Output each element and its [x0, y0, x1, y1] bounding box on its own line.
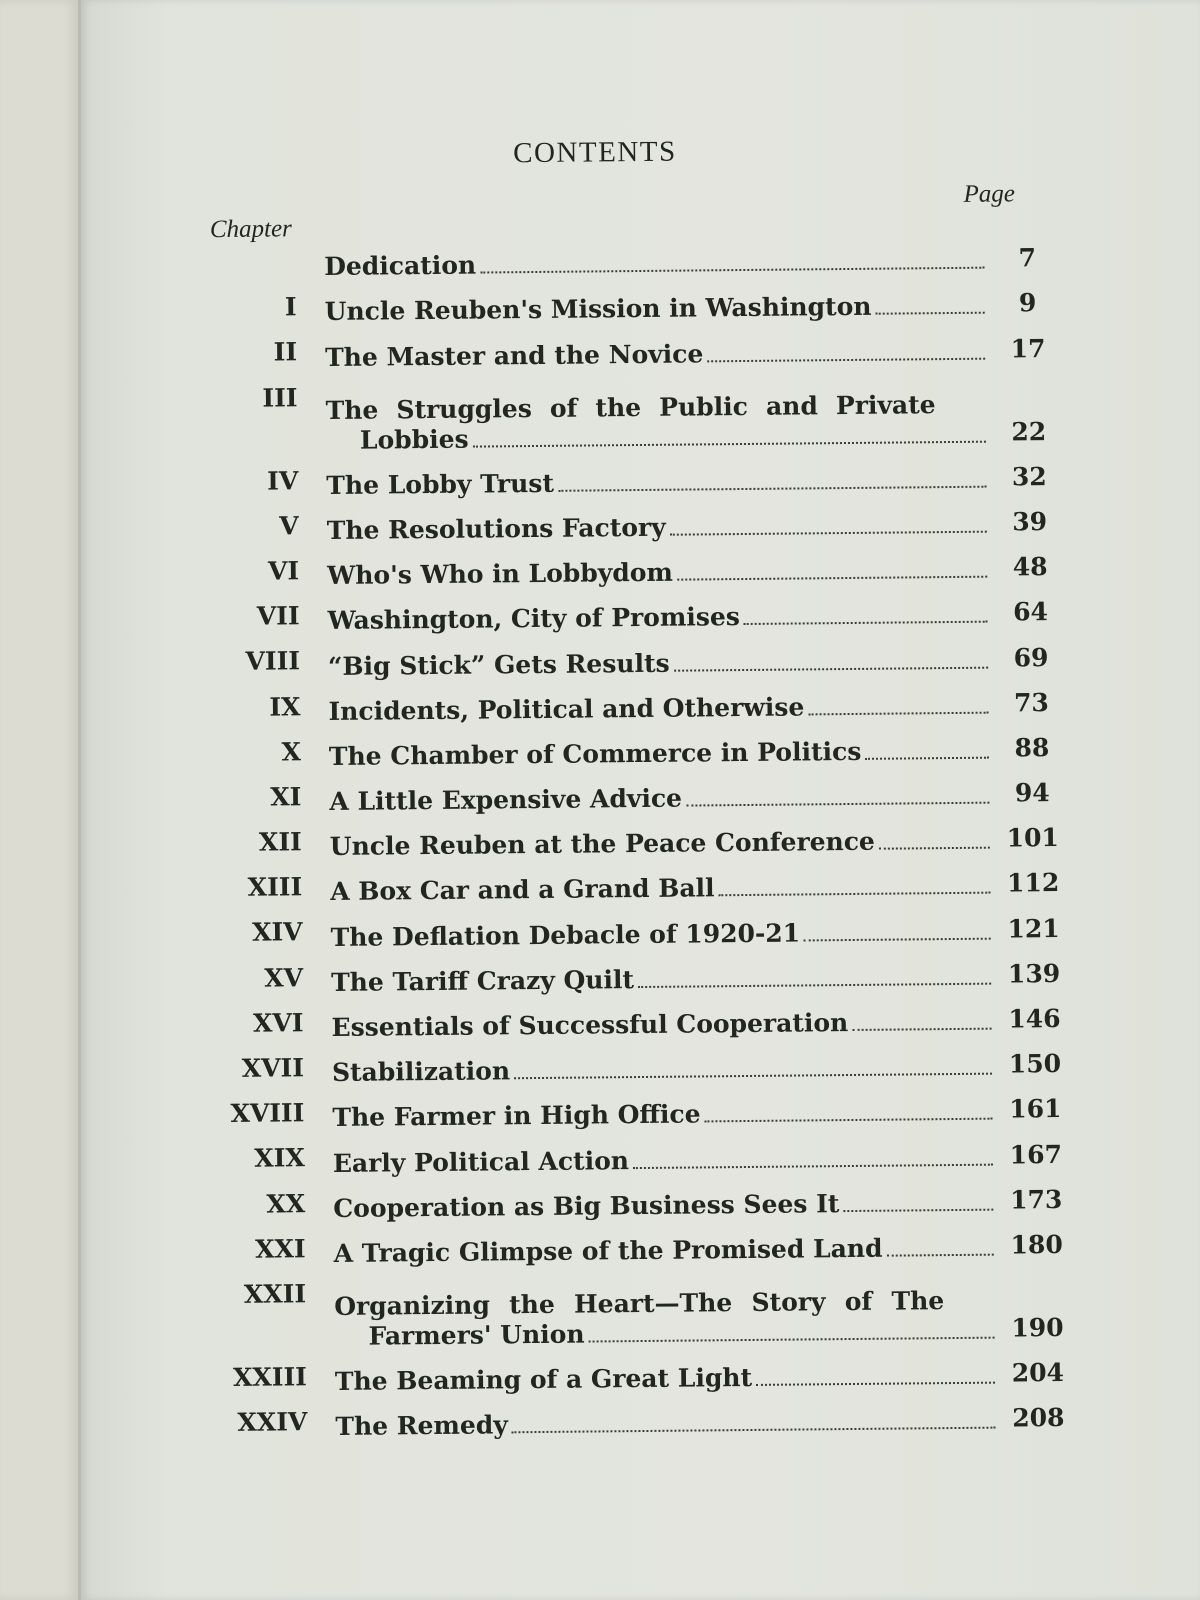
- page-number: 204: [1011, 1358, 1065, 1388]
- dot-leader: [865, 757, 989, 760]
- dot-leader: [558, 485, 986, 491]
- chapter-title-row: [327, 510, 993, 546]
- chapter-number: XII: [258, 827, 302, 857]
- dot-leader: [887, 1254, 994, 1257]
- toc-entry: [204, 232, 1064, 285]
- dot-leader: [480, 267, 984, 274]
- page-number: 173: [1010, 1184, 1063, 1215]
- chapter-title-row: [330, 826, 996, 862]
- chapter-title: Uncle Reuben at the Peace Conference: [329, 827, 876, 862]
- page-number: 39: [1012, 507, 1048, 537]
- dot-leader: [756, 1382, 995, 1386]
- chapter-title-row: [326, 464, 992, 500]
- dot-leader: [879, 847, 990, 850]
- dot-leader: [670, 531, 987, 536]
- chapter-title-line2: Farmers' Union: [368, 1319, 585, 1351]
- chapter-title: Cooperation as Big Business Sees It: [333, 1188, 840, 1223]
- dot-leader: [677, 576, 987, 581]
- toc-entry: [207, 541, 1067, 594]
- chapter-title-row: [334, 1233, 1000, 1269]
- toc-entry: [205, 367, 1066, 458]
- chapter-title-row: [327, 555, 993, 591]
- chapter-title: The Remedy: [335, 1410, 508, 1442]
- toc-entry: [215, 1392, 1075, 1445]
- table-of-contents: [204, 232, 1076, 1446]
- page-column-label: Page: [963, 180, 1016, 208]
- chapter-title-row: [330, 871, 996, 907]
- chapter-title-line1: Organizing the Heart—The Story of The: [334, 1286, 945, 1321]
- chapter-number: XVIII: [230, 1098, 305, 1129]
- toc-entry: [210, 902, 1070, 955]
- chapter-title-row: [331, 961, 997, 997]
- contents-block: [74, 0, 1200, 1600]
- toc-entry: [211, 948, 1071, 1001]
- chapter-title: Early Political Action: [332, 1145, 630, 1178]
- chapter-title: The Farmer in High Office: [332, 1099, 701, 1133]
- chapter-column-label: Chapter: [209, 215, 292, 244]
- chapter-title-row: [332, 1052, 998, 1088]
- chapter-title-line2-row: [326, 419, 992, 455]
- dot-leader: [512, 1427, 996, 1434]
- page-number: 180: [1010, 1229, 1063, 1260]
- toc-entry: [204, 277, 1064, 330]
- chapter-number: XXIV: [237, 1407, 308, 1438]
- page-title: CONTENTS: [513, 135, 677, 170]
- page-number: 48: [1012, 552, 1048, 582]
- page-number: 7: [1018, 243, 1037, 273]
- page-number: 112: [1006, 868, 1060, 898]
- toc-entry: [207, 586, 1067, 639]
- chapter-title-row: [331, 1007, 997, 1043]
- page-number: 69: [1013, 642, 1049, 672]
- entry-body: [335, 1406, 1001, 1444]
- page-number: 64: [1013, 597, 1049, 627]
- chapter-title-row: [325, 291, 991, 327]
- chapter-number: XXII: [243, 1279, 307, 1309]
- chapter-title: A Tragic Glimpse of the Promised Land: [333, 1233, 883, 1268]
- toc-entry: [210, 857, 1070, 910]
- chapter-number: V: [279, 511, 299, 541]
- chapter-title: A Little Expensive Advice: [329, 783, 683, 817]
- chapter-title-line1: The Struggles of the Public and Private: [325, 389, 936, 425]
- chapter-title-row: [335, 1361, 1001, 1397]
- chapter-title: The Chamber of Commerce in Politics: [328, 736, 862, 771]
- dot-leader: [744, 621, 988, 625]
- page-number: 139: [1007, 958, 1061, 989]
- chapter-number: XVI: [252, 1008, 304, 1038]
- chapter-number: X: [281, 736, 302, 767]
- dot-leader: [707, 357, 985, 362]
- page-number: 190: [1011, 1312, 1064, 1343]
- dot-leader: [843, 1208, 993, 1211]
- dot-leader: [638, 982, 991, 987]
- chapter-title: Incidents, Political and Otherwise: [328, 692, 805, 726]
- chapter-number: [204, 239, 324, 240]
- page-number: 22: [1011, 416, 1047, 446]
- chapter-title-row: [324, 246, 990, 282]
- chapter-number: II: [273, 337, 298, 367]
- chapter-title: Essentials of Successful Cooperation: [331, 1008, 849, 1042]
- page-number: 146: [1008, 1003, 1061, 1034]
- chapter-title: Dedication: [324, 250, 477, 282]
- chapter-number: XXIII: [232, 1362, 308, 1392]
- chapter-number: I: [284, 292, 297, 322]
- chapter-number: XX: [266, 1188, 306, 1219]
- entry-body: [325, 389, 992, 457]
- chapter-number: IX: [269, 691, 301, 722]
- chapter-title: The Resolutions Factory: [326, 512, 666, 545]
- page-number: 208: [1012, 1403, 1065, 1433]
- chapter-title-row: [329, 735, 995, 771]
- page-number: 101: [1006, 823, 1059, 853]
- dot-leader: [804, 937, 991, 941]
- dot-leader: [514, 1073, 992, 1080]
- toc-entry: [213, 1219, 1073, 1272]
- dot-leader: [633, 1163, 993, 1168]
- chapter-number: IV: [267, 465, 299, 496]
- chapter-number: VI: [267, 556, 300, 586]
- chapter-number: XIII: [247, 872, 303, 903]
- chapter-number: VII: [256, 601, 300, 631]
- dot-leader: [589, 1337, 995, 1343]
- page-number: 9: [1018, 288, 1037, 318]
- chapter-title: Stabilization: [331, 1056, 511, 1088]
- chapter-title: Washington, City of Promises: [327, 602, 741, 636]
- chapter-number: XIV: [252, 917, 303, 948]
- dot-leader: [876, 312, 985, 315]
- chapter-title: Who's Who in Lobbydom: [327, 557, 674, 591]
- chapter-title-row: [333, 1142, 999, 1178]
- page-number: 73: [1013, 687, 1049, 718]
- dot-leader: [719, 892, 991, 897]
- chapter-title-row: [332, 1097, 998, 1133]
- chapter-number: XIX: [254, 1143, 305, 1174]
- chapter-title-row: [335, 1406, 1001, 1442]
- chapter-title: “Big Stick” Gets Results: [327, 648, 670, 681]
- dot-leader: [686, 802, 989, 807]
- chapter-number: III: [262, 382, 298, 413]
- chapter-title: The Master and the Novice: [324, 338, 704, 372]
- page-number: 167: [1009, 1139, 1063, 1170]
- chapter-number: XI: [270, 782, 302, 812]
- chapter-title: The Beaming of a Great Light: [334, 1363, 753, 1397]
- page-number: 121: [1007, 913, 1060, 944]
- dot-leader: [808, 711, 988, 715]
- chapter-title-row: [331, 916, 997, 952]
- dot-leader: [705, 1118, 993, 1123]
- page-number: 94: [1014, 778, 1050, 808]
- chapter-number: XXI: [255, 1233, 306, 1264]
- chapter-title-row: [328, 645, 994, 681]
- chapter-title-row: [328, 690, 994, 726]
- entry-body: [334, 1286, 1001, 1354]
- chapter-title-line2-row: [334, 1316, 1000, 1352]
- chapter-title: A Box Car and a Grand Ball: [330, 873, 715, 907]
- chapter-title-row: [325, 336, 991, 372]
- chapter-title: The Lobby Trust: [326, 468, 555, 500]
- chapter-number: XV: [264, 962, 304, 993]
- chapter-title-line2: Lobbies: [359, 424, 469, 455]
- chapter-title-row: [333, 1187, 999, 1223]
- chapter-title: Uncle Reuben's Mission in Washington: [324, 292, 872, 327]
- page-number: 150: [1008, 1049, 1062, 1079]
- dot-leader: [473, 440, 986, 447]
- chapter-title: The Deflation Debacle of 1920-21: [330, 918, 801, 952]
- book-page: [81, 0, 1200, 1600]
- dot-leader: [674, 666, 988, 671]
- toc-entry: [214, 1264, 1075, 1355]
- previous-page-edge: [0, 0, 81, 1600]
- chapter-title-row: [328, 600, 994, 636]
- chapter-number: VIII: [245, 646, 301, 677]
- chapter-title: The Tariff Crazy Quilt: [330, 964, 635, 997]
- chapter-number: XVII: [241, 1053, 305, 1083]
- page-number: 17: [1010, 333, 1046, 363]
- page-number: 32: [1011, 461, 1047, 492]
- page-number: 88: [1014, 732, 1050, 763]
- page-number: 161: [1009, 1094, 1062, 1124]
- dot-leader: [852, 1028, 991, 1031]
- chapter-title-row: [329, 781, 995, 817]
